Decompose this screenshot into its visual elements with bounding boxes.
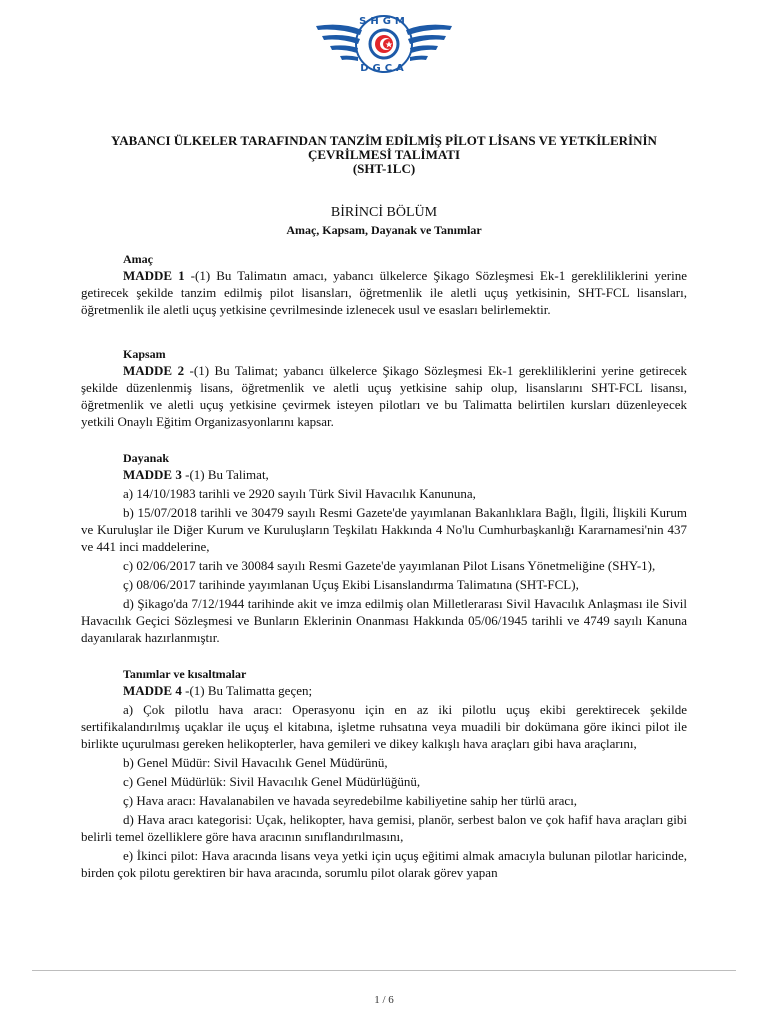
madde-label: MADDE 2 — [123, 363, 185, 378]
list-item: a) Çok pilotlu hava aracı: Operasyonu için en az iki pilotlu uçuş ekibi gerektirecek şekilde sertifikalandırılmış uçaklar ile uçuş el kitabına, işletme ruhsatına veya muadili bir dokümana göre ikinci pilot ile birlikte uçurulması gereken helikopterler, hava gemileri ve dikey kalkışlı hava araçları gibi hava araçlarını, — [81, 702, 687, 751]
list-item: ç) Hava aracı: Havalanabilen ve havada seyredebilme kabiliyetine sahip her türlü aracı, — [123, 793, 578, 808]
document-body — [81, 134, 687, 883]
article-paragraph — [81, 682, 687, 699]
page-number: 1 / 6 — [374, 994, 394, 1006]
article-heading: Kapsam — [123, 347, 166, 361]
article-paragraph — [81, 267, 687, 318]
madde-text: -(1) Bu Talimat; yabancı ülkelerce Şikago Sözleşmesi Ek-1 gerekliliklerini yerine getirecek şekilde düzenlenmiş lisans, öğretmenlik ve aletli uçuş yetkisine sahip olup, lisanslarını SHT-FCL lisansı, öğretmenlik ve aletli uçuş yetkisine çevirmek isteyen pilotları ve bu Talimatta belirtilen kursları düzenleyecek yetkili Onaylı Eğitim Organizasyonlarını kapsar. — [81, 363, 687, 429]
list-item: b) 15/07/2018 tarihli ve 30479 sayılı Resmi Gazete'de yayımlanan Bakanlıklara Bağlı, İlgili, İlişkili Kurum ve Kuruluşlar ile Diğer Kurum ve Kuruluşların Teşkilatı Hakkında 4 No'lu Cumhurbaşkanlığı Kararnamesi'nin 437 ve 441 inci maddelerine, — [81, 505, 687, 554]
footer-divider — [32, 970, 736, 971]
section-name: BİRİNCİ BÖLÜM — [330, 205, 438, 220]
article-amac — [81, 251, 687, 318]
article-heading: Tanımlar ve kısaltmalar — [123, 667, 247, 681]
list-item: b) Genel Müdür: Sivil Havacılık Genel Müdürünü, — [123, 755, 388, 770]
madde-label: MADDE 3 — [123, 467, 182, 482]
logo-emblem-icon — [312, 4, 456, 84]
madde-label: MADDE 1 — [123, 268, 185, 283]
section-subtitle: Amaç, Kapsam, Dayanak ve Tanımlar — [286, 223, 482, 237]
list-item: a) 14/10/1983 tarihli ve 2920 sayılı Türk Sivil Havacılık Kanununa, — [123, 486, 476, 501]
list-item: c) 02/06/2017 tarih ve 30084 sayılı Resmi Gazete'de yayımlanan Pilot Lisans Yönetmeliğine (SHY-1), — [123, 558, 656, 573]
article-dayanak — [81, 450, 687, 646]
document-title — [81, 134, 687, 176]
list-item: ç) 08/06/2017 tarihinde yayımlanan Uçuş Ekibi Lisanslandırma Talimatına (SHT-FCL), — [123, 577, 579, 592]
list-item: c) Genel Müdürlük: Sivil Havacılık Genel Müdürlüğünü, — [123, 774, 421, 789]
shgm-dgca-logo — [312, 4, 456, 84]
article-kapsam — [81, 346, 687, 430]
article-paragraph — [81, 466, 687, 483]
madde-text: -(1) Bu Talimatın amacı, yabancı ülkelerce Şikago Sözleşmesi Ek-1 gerekliliklerini yerine getirecek şekilde tanzim edilmiş pilot lisansları, öğretmenlik ile aletli uçuş yetkisinin, SHT-FCL lisansları, öğretmenlik ile aletli uçuş yetkisine çevrilmesinde izlenecek usul ve esasları belirlemektir. — [81, 268, 687, 317]
article-heading: Dayanak — [123, 451, 170, 465]
svg-text:SHGM: SHGM — [359, 16, 409, 27]
article-paragraph — [81, 362, 687, 430]
list-item: d) Şikago'da 7/12/1944 tarihinde akit ve imza edilmiş olan Milletlerarası Sivil Havacılık Anlaşması ile Sivil Havacılık Geçici Sözleşmesi ve Bunların Eklerinin Onanması Hakkında 05/06/1945 tarihli ve 4749 sayılı Kanuna dayanılarak hazırlanmıştır. — [81, 596, 687, 645]
article-heading: Amaç — [123, 252, 153, 266]
title-code: (SHT-1LC) — [352, 161, 416, 176]
svg-text:DGCA: DGCA — [360, 63, 408, 74]
list-item: e) İkinci pilot: Hava aracında lisans veya yetki için uçuş eğitimi almak amacıyla bulunan pilotlar haricinde, birden çok pilotu gerektiren bir hava aracında, sorumlu pilot olarak görev yapan — [81, 848, 687, 880]
madde-label: MADDE 4 — [123, 683, 182, 698]
madde-text: -(1) Bu Talimat, — [181, 467, 269, 482]
article-tanimlar — [81, 666, 687, 881]
title-line-2: ÇEVRİLMESİ TALİMATI — [307, 147, 461, 162]
madde-text: -(1) Bu Talimatta geçen; — [181, 683, 313, 698]
section-header — [81, 204, 687, 238]
list-item: d) Hava aracı kategorisi: Uçak, helikopter, hava gemisi, planör, serbest balon ve çok hafif hava araçları gibi belirli temel özelliklere göre hava aracının sınıflandırılmasını, — [81, 812, 687, 844]
title-line-1: YABANCI ÜLKELER TARAFINDAN TANZİM EDİLMİŞ PİLOT LİSANS VE YETKİLERİNİN — [111, 133, 657, 148]
